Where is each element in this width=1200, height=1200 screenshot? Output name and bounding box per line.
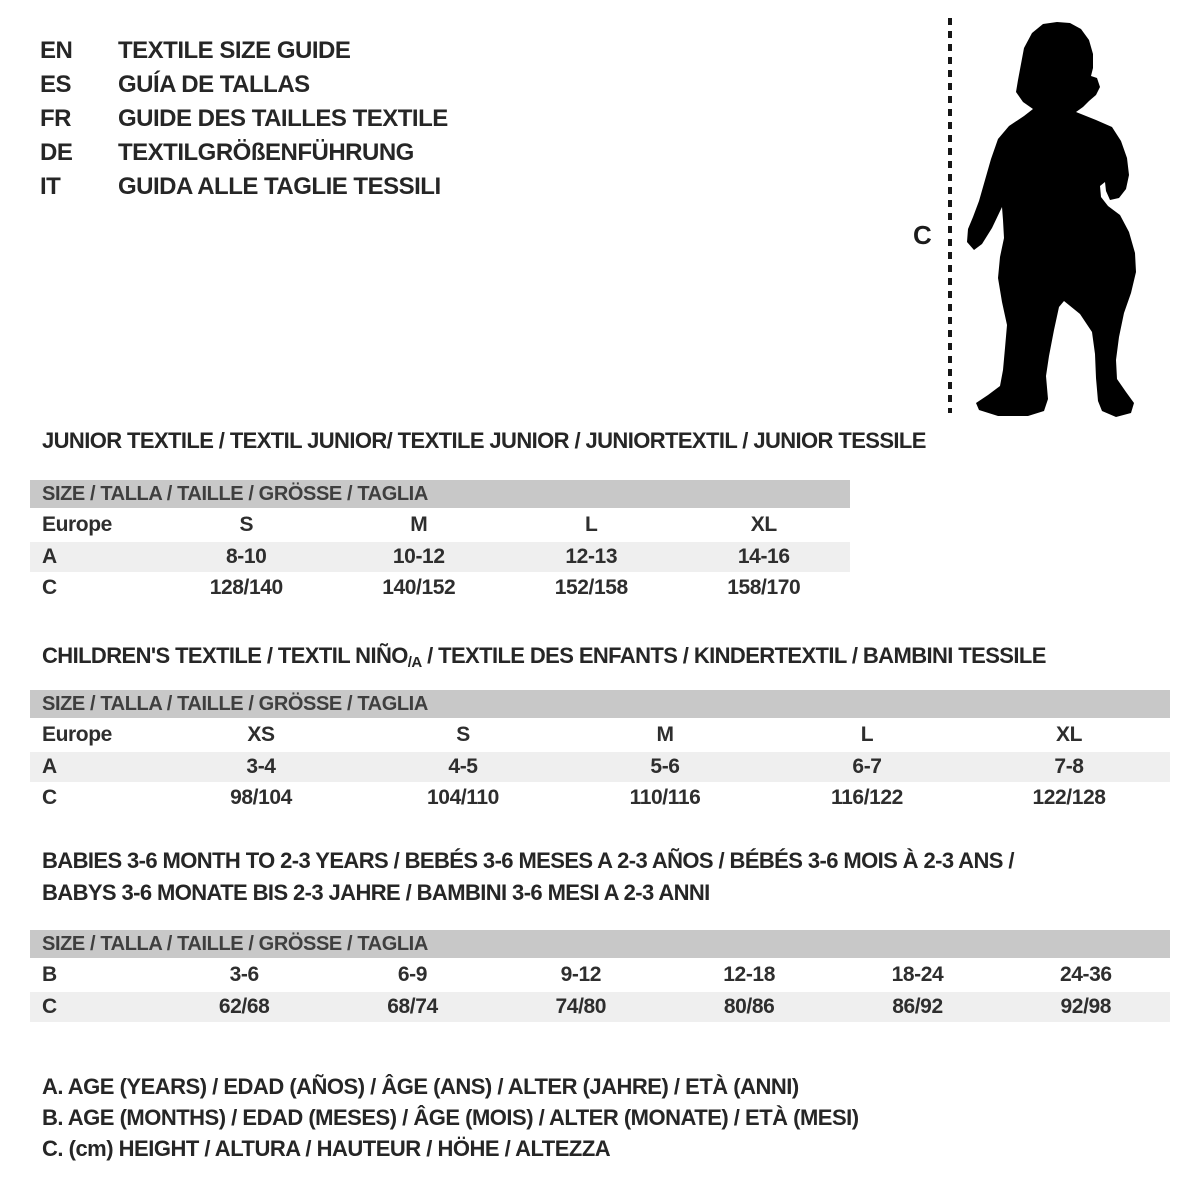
- lang-row-en: [40, 34, 448, 68]
- figure-block: [900, 5, 1200, 430]
- lang-label: GUIDA ALLE TAGLIE TESSILI: [118, 173, 441, 200]
- junior-size-header-bar: SIZE / TALLA / TAILLE / GRÖSSE / TAGLIA: [30, 480, 850, 508]
- table-cell: XS: [247, 723, 275, 746]
- table-cell: 62/68: [218, 995, 270, 1018]
- table-cell: 140/152: [382, 575, 456, 599]
- junior-section-title: JUNIOR TEXTILE / TEXTIL JUNIOR/ TEXTILE JUNIOR / JUNIORTEXTIL / JUNIOR TESSILE: [42, 428, 926, 453]
- row-label: A: [42, 755, 57, 778]
- table-cell: M: [410, 513, 428, 536]
- language-list: [40, 34, 448, 204]
- row-label: C: [42, 785, 57, 809]
- table-cell: 24-36: [1059, 963, 1112, 986]
- table-cell: 104/110: [427, 785, 499, 809]
- row-label: A: [42, 545, 57, 568]
- table-cell: 68/74: [387, 995, 438, 1018]
- table-cell: M: [656, 723, 674, 746]
- toddler-silhouette: [967, 22, 1136, 417]
- table-cell: 8-10: [226, 545, 267, 568]
- lang-label: TEXTILE SIZE GUIDE: [118, 37, 351, 64]
- lang-label: GUIDE DES TAILLES TEXTILE: [118, 105, 448, 132]
- children-title-text: / TEXTILE DES ENFANTS / KINDERTEXTIL / BAMBINI TESSILE: [421, 643, 1046, 668]
- table-row: [30, 752, 1170, 782]
- table-cell: 122/128: [1032, 785, 1106, 809]
- table-cell: 7-8: [1054, 755, 1084, 778]
- row-label: C: [42, 575, 57, 599]
- children-title-sub: /A: [407, 654, 422, 671]
- table-cell: 92/98: [1060, 995, 1112, 1018]
- lang-label: TEXTILGRÖßENFÜHRUNG: [118, 139, 414, 166]
- table-cell: 18-24: [891, 963, 944, 986]
- lang-row-it: [40, 170, 448, 204]
- table-cell: XL: [1055, 723, 1083, 746]
- row-label: Europe: [42, 723, 112, 746]
- table-cell: 6-9: [397, 963, 428, 986]
- table-cell: 3-4: [246, 755, 276, 778]
- lang-code: IT: [40, 173, 61, 200]
- babies-size-table: [30, 930, 1170, 1022]
- row-label: B: [42, 963, 57, 986]
- table-cell: 116/122: [831, 785, 903, 809]
- lang-code: EN: [40, 37, 73, 64]
- table-cell: 12-13: [565, 545, 618, 568]
- table-cell: 5-6: [650, 755, 680, 778]
- table-cell: 3-6: [229, 963, 259, 986]
- lang-code: DE: [40, 139, 73, 166]
- table-cell: 4-5: [448, 755, 478, 778]
- table-cell: 14-16: [737, 545, 790, 568]
- legend-line-c: C. (cm) HEIGHT / ALTURA / HAUTEUR / HÖHE / ALTEZZA: [42, 1136, 611, 1161]
- table-cell: 158/170: [727, 575, 801, 599]
- table-cell: 152/158: [554, 575, 628, 599]
- table-cell: S: [239, 513, 254, 536]
- table-row: [30, 542, 850, 572]
- table-cell: 12-18: [723, 963, 775, 986]
- lang-row-fr: [40, 102, 448, 136]
- legend-line-a: A. AGE (YEARS) / EDAD (AÑOS) / ÂGE (ANS) / ALTER (JAHRE) / ETÀ (ANNI): [42, 1074, 799, 1099]
- table-cell: 98/104: [230, 785, 292, 809]
- table-row: [30, 782, 1170, 813]
- children-section-title: [42, 643, 1046, 671]
- lang-row-es: [40, 68, 448, 102]
- table-cell: L: [860, 723, 874, 746]
- lang-code: ES: [40, 71, 72, 98]
- children-title-text: CHILDREN'S TEXTILE / TEXTIL NIÑO: [42, 643, 408, 668]
- table-cell: 10-12: [392, 545, 445, 568]
- babies-section-title-line1: BABIES 3-6 MONTH TO 2-3 YEARS / BEBÉS 3-6 MESES A 2-3 AÑOS / BÉBÉS 3-6 MOIS À 2-3 ANS /: [42, 848, 1014, 873]
- table-cell: 9-12: [560, 963, 602, 986]
- legend-line-b: B. AGE (MONTHS) / EDAD (MESES) / ÂGE (MOIS) / ALTER (MONATE) / ETÀ (MESI): [42, 1105, 859, 1130]
- lang-label: GUÍA DE TALLAS: [118, 71, 310, 98]
- babies-size-header-bar: SIZE / TALLA / TAILLE / GRÖSSE / TAGLIA: [30, 930, 1170, 958]
- table-row: [30, 572, 850, 603]
- row-label: Europe: [42, 513, 112, 536]
- junior-size-table: [30, 480, 850, 603]
- table-row: [30, 508, 850, 542]
- children-size-table: [30, 690, 1170, 813]
- table-row: [30, 992, 1170, 1022]
- table-cell: L: [585, 513, 598, 536]
- height-measure-label: C: [913, 220, 932, 250]
- table-cell: 110/116: [629, 785, 701, 809]
- children-size-header-bar: SIZE / TALLA / TAILLE / GRÖSSE / TAGLIA: [30, 690, 1170, 718]
- table-cell: 86/92: [892, 995, 943, 1018]
- lang-row-de: [40, 136, 448, 170]
- toddler-silhouette-svg: [900, 5, 1200, 430]
- babies-section-title-line2: BABYS 3-6 MONATE BIS 2-3 JAHRE / BAMBINI 3-6 MESI A 2-3 ANNI: [42, 880, 710, 905]
- table-row: [30, 958, 1170, 992]
- table-cell: 74/80: [555, 995, 607, 1018]
- row-label: C: [42, 995, 57, 1018]
- table-cell: S: [456, 723, 470, 746]
- lang-code: FR: [40, 105, 71, 132]
- table-row: [30, 718, 1170, 752]
- table-cell: 6-7: [852, 755, 882, 778]
- table-cell: 128/140: [209, 575, 283, 599]
- table-cell: 80/86: [723, 995, 775, 1018]
- table-cell: XL: [750, 513, 777, 536]
